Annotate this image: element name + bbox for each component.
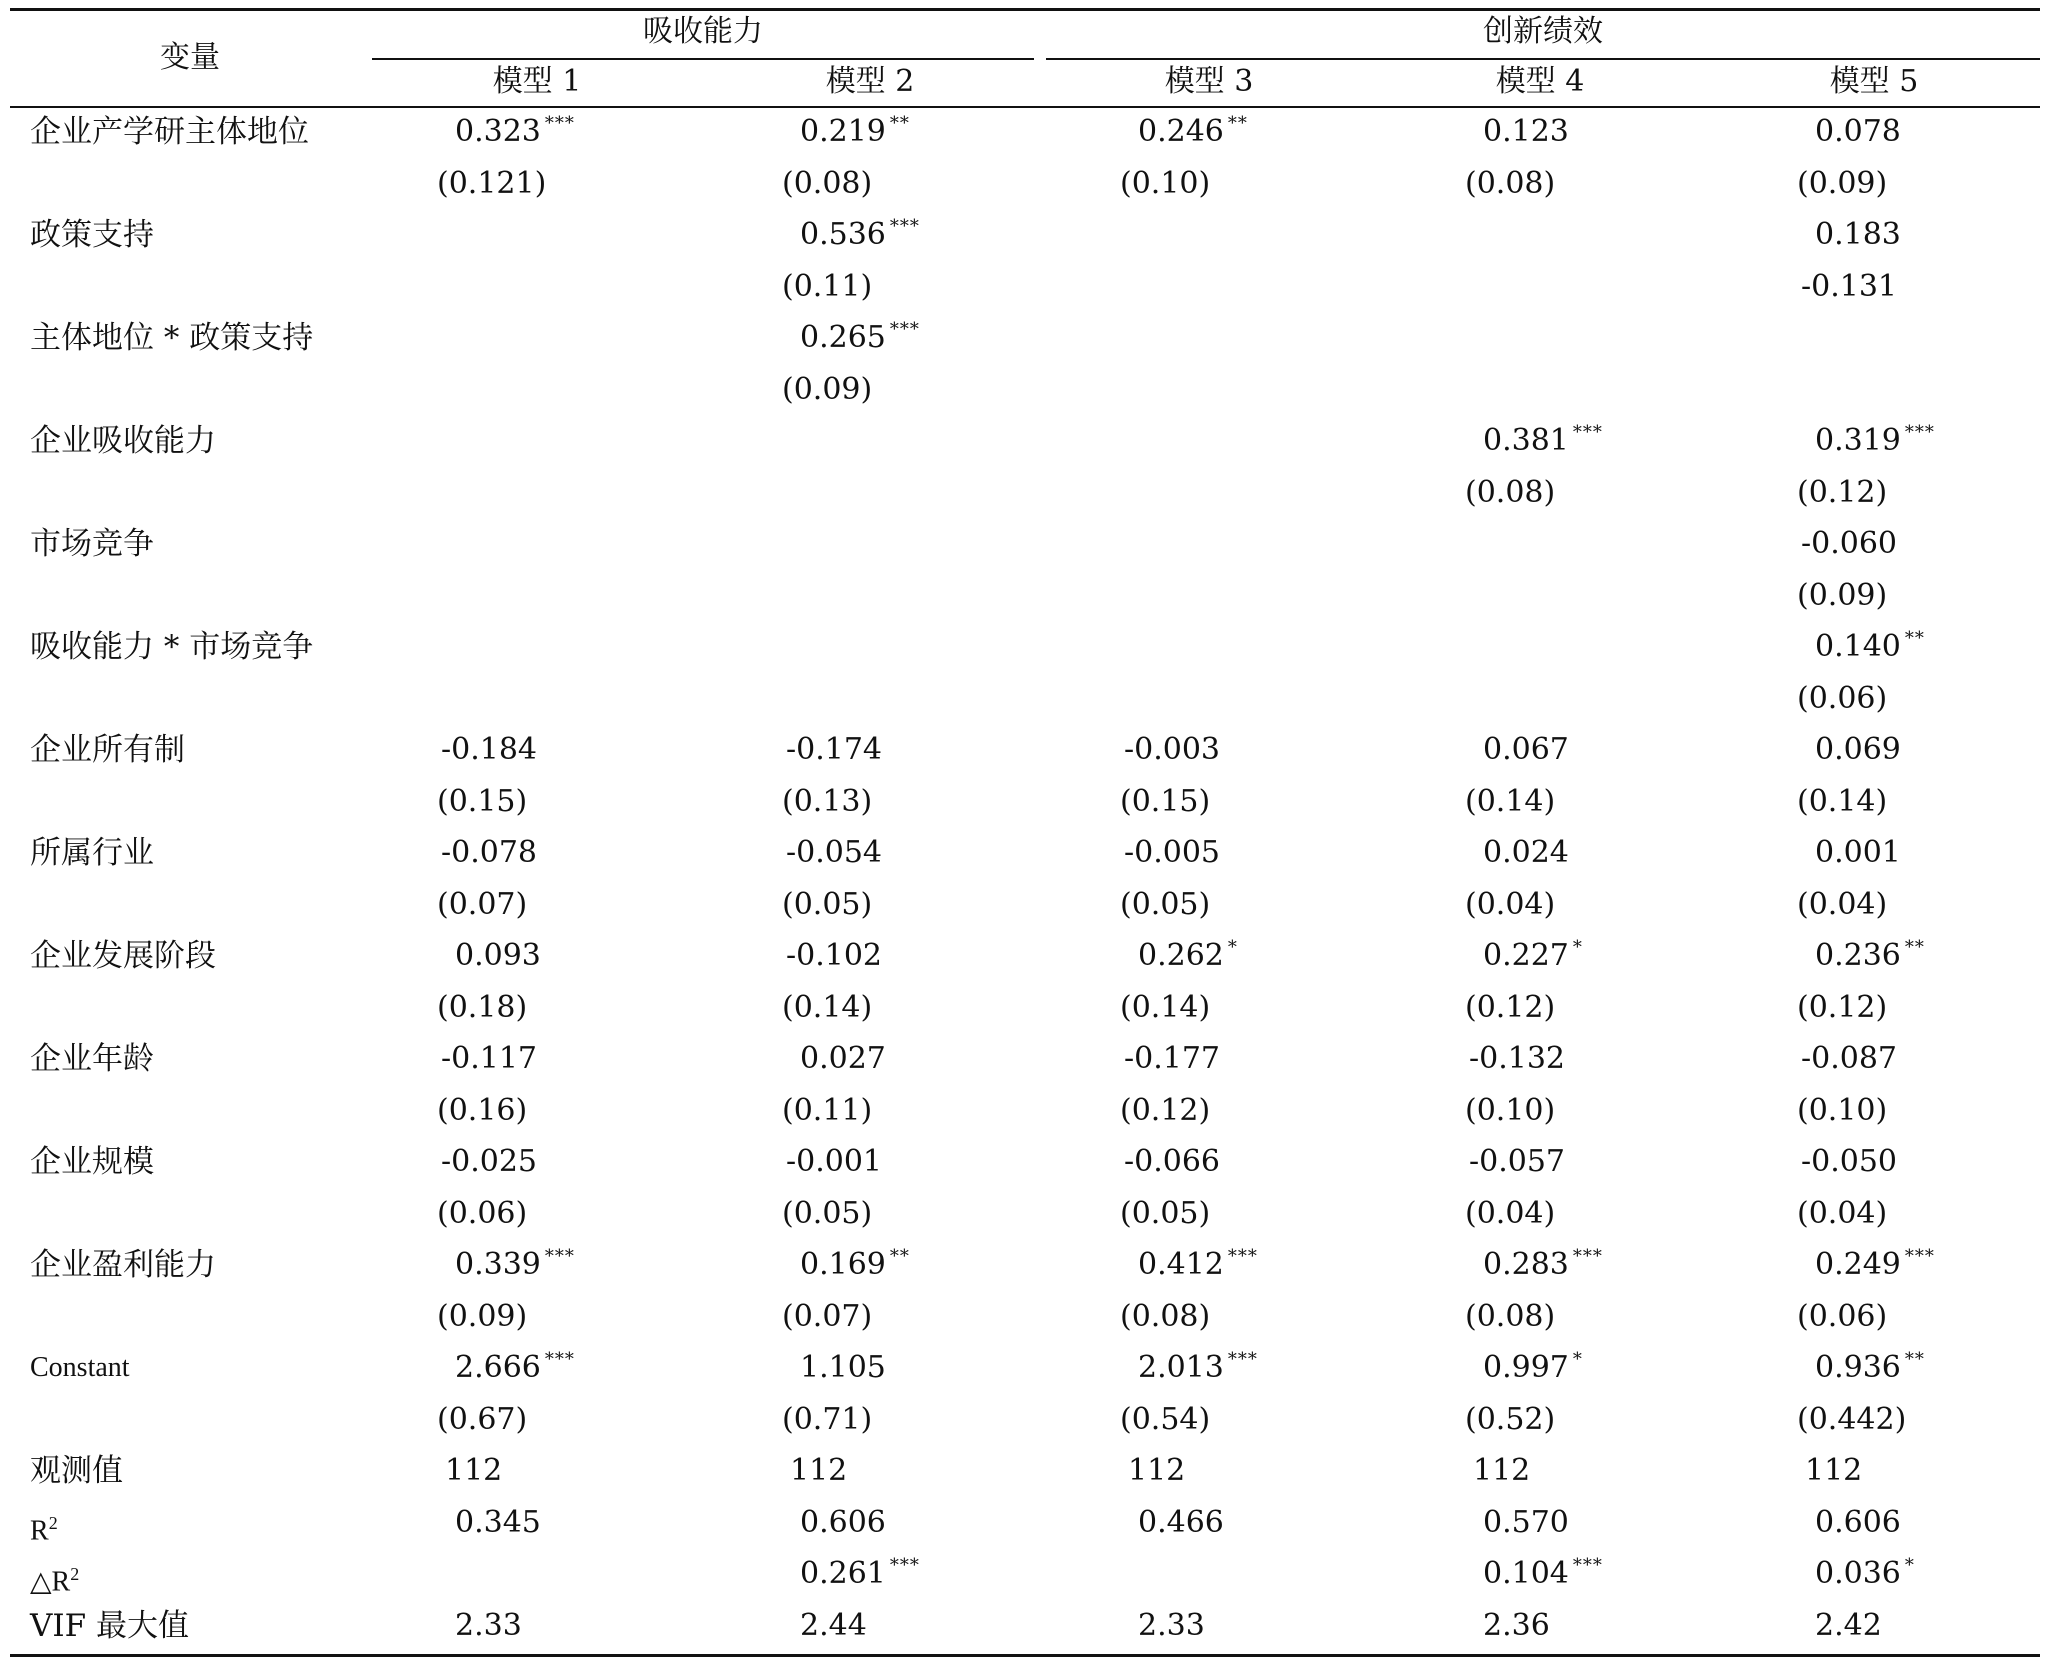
coefficient-cell: 112 bbox=[445, 1453, 503, 1488]
coefficient-cell: 2.666 *** bbox=[455, 1349, 575, 1385]
row-label: 企业所有制 bbox=[30, 732, 185, 768]
significance-stars: *** bbox=[889, 319, 920, 340]
coefficient-cell: -0.177 bbox=[1124, 1041, 1221, 1076]
std-error-cell: (0.54) bbox=[1120, 1401, 1211, 1437]
std-error-cell: (0.07) bbox=[782, 1298, 873, 1334]
group2-rule bbox=[1046, 58, 2040, 60]
coefficient-cell: 0.261 *** bbox=[800, 1555, 920, 1591]
row-label: 观测值 bbox=[30, 1453, 123, 1489]
coefficient-cell: 0.381 *** bbox=[1483, 422, 1603, 458]
coefficient-cell: -0.102 bbox=[786, 938, 883, 973]
std-error-cell: (0.10) bbox=[1465, 1092, 1556, 1128]
coefficient-cell: -0.001 bbox=[786, 1144, 883, 1179]
std-error-cell: (0.11) bbox=[782, 268, 873, 304]
coefficient-cell: -0.003 bbox=[1124, 732, 1221, 767]
coefficient-cell: 0.536 *** bbox=[800, 216, 920, 252]
coefficient-cell: 2.36 bbox=[1483, 1607, 1550, 1643]
coefficient-cell: 0.345 bbox=[455, 1504, 541, 1540]
coefficient-cell: 0.140 ** bbox=[1815, 628, 1925, 664]
significance-stars: *** bbox=[1227, 1349, 1258, 1370]
coefficient-cell: 0.227 * bbox=[1483, 937, 1583, 973]
std-error-cell: (0.12) bbox=[1465, 989, 1556, 1025]
superscript: 2 bbox=[48, 1512, 58, 1533]
coefficient-cell: -0.078 bbox=[441, 835, 538, 870]
significance-stars: ** bbox=[1904, 937, 1925, 958]
variable-header: 变量 bbox=[160, 40, 220, 75]
row-label: 主体地位 * 政策支持 bbox=[30, 320, 314, 356]
std-error-cell: (0.09) bbox=[1797, 165, 1888, 201]
coefficient-cell: -0.057 bbox=[1469, 1144, 1566, 1179]
model-header-1: 模型 1 bbox=[492, 64, 582, 99]
group1-rule bbox=[372, 58, 1034, 60]
std-error-cell: (0.04) bbox=[1797, 1195, 1888, 1231]
coefficient-cell: 0.027 bbox=[800, 1041, 886, 1076]
group2-header: 创新绩效 bbox=[1483, 14, 1603, 49]
coefficient-cell: -0.087 bbox=[1801, 1041, 1898, 1076]
coefficient-cell: 2.42 bbox=[1815, 1607, 1882, 1643]
std-error-cell: (0.14) bbox=[1465, 783, 1556, 819]
std-error-cell: (0.14) bbox=[1120, 989, 1211, 1025]
std-error-cell: (0.10) bbox=[1797, 1092, 1888, 1128]
coefficient-cell: -0.060 bbox=[1801, 526, 1898, 561]
coefficient-cell: -0.184 bbox=[441, 732, 538, 767]
std-error-cell: (0.121) bbox=[437, 165, 547, 201]
coefficient-cell: 0.169 ** bbox=[800, 1246, 910, 1282]
coefficient-cell: 0.001 bbox=[1815, 835, 1901, 870]
std-error-cell: (0.67) bbox=[437, 1401, 528, 1437]
std-error-cell: (0.09) bbox=[782, 371, 873, 407]
significance-stars: *** bbox=[1572, 1555, 1603, 1576]
coefficient-cell: 0.024 bbox=[1483, 835, 1569, 870]
coefficient-cell: 0.936 ** bbox=[1815, 1349, 1925, 1385]
significance-stars: *** bbox=[1904, 422, 1935, 443]
row-label: VIF 最大值 bbox=[30, 1607, 189, 1644]
coefficient-cell: -0.066 bbox=[1124, 1144, 1221, 1179]
coefficient-cell: 0.104 *** bbox=[1483, 1555, 1603, 1591]
significance-stars: ** bbox=[1227, 113, 1248, 134]
coefficient-cell: 0.246 ** bbox=[1138, 113, 1248, 149]
coefficient-cell: 0.997 * bbox=[1483, 1349, 1583, 1385]
significance-stars: *** bbox=[544, 113, 575, 134]
significance-stars: ** bbox=[889, 113, 910, 134]
row-label: 企业吸收能力 bbox=[30, 423, 216, 459]
row-label: 吸收能力 * 市场竞争 bbox=[30, 629, 314, 665]
std-error-cell: (0.08) bbox=[1465, 1298, 1556, 1334]
coefficient-cell: -0.117 bbox=[441, 1041, 538, 1076]
coefficient-cell: 0.067 bbox=[1483, 732, 1569, 767]
coefficient-cell: 112 bbox=[1805, 1453, 1863, 1488]
std-error-cell: (0.14) bbox=[782, 989, 873, 1025]
coefficient-cell: 1.105 bbox=[800, 1350, 886, 1385]
row-label: 企业年龄 bbox=[30, 1041, 154, 1077]
group1-header: 吸收能力 bbox=[643, 14, 763, 49]
coefficient-cell: 0.262 * bbox=[1138, 937, 1238, 973]
std-error-cell: (0.52) bbox=[1465, 1401, 1556, 1437]
coefficient-cell: -0.132 bbox=[1469, 1041, 1566, 1076]
std-error-cell: (0.12) bbox=[1797, 474, 1888, 510]
significance-stars: * bbox=[1904, 1555, 1915, 1576]
std-error-cell: (0.16) bbox=[437, 1092, 528, 1128]
coefficient-cell: 2.44 bbox=[800, 1607, 867, 1643]
row-label: 市场竞争 bbox=[30, 526, 154, 562]
std-error-cell: (0.05) bbox=[782, 886, 873, 922]
coefficient-cell: 0.606 bbox=[1815, 1504, 1901, 1540]
coefficient-cell: 0.069 bbox=[1815, 732, 1901, 767]
bottom-rule bbox=[10, 1654, 2040, 1657]
significance-stars: *** bbox=[889, 1555, 920, 1576]
std-error-cell: (0.08) bbox=[1465, 474, 1556, 510]
coefficient-cell: 112 bbox=[790, 1453, 848, 1488]
std-error-cell: (0.06) bbox=[437, 1195, 528, 1231]
significance-stars: *** bbox=[1227, 1246, 1258, 1267]
row-label: $R^2$ bbox=[30, 1512, 58, 1546]
coefficient-cell: 0.283 *** bbox=[1483, 1246, 1603, 1282]
model-header-2: 模型 2 bbox=[825, 64, 915, 99]
coefficient-cell: 0.412 *** bbox=[1138, 1246, 1258, 1282]
model-header-4: 模型 4 bbox=[1495, 64, 1585, 99]
std-error-cell: (0.10) bbox=[1120, 165, 1211, 201]
superscript: 2 bbox=[70, 1564, 80, 1584]
coefficient-cell: 0.123 bbox=[1483, 114, 1569, 149]
coefficient-cell: 0.339 *** bbox=[455, 1246, 575, 1282]
coefficient-cell: 0.570 bbox=[1483, 1504, 1569, 1540]
std-error-cell: (0.15) bbox=[437, 783, 528, 819]
coefficient-cell: -0.174 bbox=[786, 732, 883, 767]
model-header-5: 模型 5 bbox=[1829, 64, 1919, 99]
std-error-cell: (0.04) bbox=[1465, 886, 1556, 922]
significance-stars: * bbox=[1227, 937, 1238, 958]
std-error-cell: (0.12) bbox=[1797, 989, 1888, 1025]
significance-stars: *** bbox=[889, 216, 920, 237]
coefficient-cell: -0.025 bbox=[441, 1144, 538, 1179]
std-error-cell: (0.71) bbox=[782, 1401, 873, 1437]
coefficient-cell: 0.466 bbox=[1138, 1504, 1224, 1540]
row-label: 企业发展阶段 bbox=[30, 938, 216, 974]
coefficient-cell: 0.078 bbox=[1815, 114, 1901, 149]
std-error-cell: (0.08) bbox=[1465, 165, 1556, 201]
std-error-cell: (0.09) bbox=[437, 1298, 528, 1334]
coefficient-cell: -0.054 bbox=[786, 835, 883, 870]
significance-stars: *** bbox=[1572, 1246, 1603, 1267]
significance-stars: ** bbox=[1904, 1349, 1925, 1370]
coefficient-cell: 2.33 bbox=[1138, 1607, 1205, 1643]
coefficient-cell: -0.005 bbox=[1124, 835, 1221, 870]
coefficient-cell: 0.319 *** bbox=[1815, 422, 1935, 458]
row-label: Constant bbox=[30, 1352, 130, 1383]
significance-stars: *** bbox=[1904, 1246, 1935, 1267]
std-error-cell: (0.09) bbox=[1797, 577, 1888, 613]
std-error-cell: (0.07) bbox=[437, 886, 528, 922]
top-rule bbox=[10, 8, 2040, 11]
significance-stars: *** bbox=[1572, 422, 1603, 443]
std-error-cell: (0.14) bbox=[1797, 783, 1888, 819]
coefficient-cell: 0.219 ** bbox=[800, 113, 910, 149]
coefficient-cell: 0.265 *** bbox=[800, 319, 920, 355]
significance-stars: *** bbox=[544, 1349, 575, 1370]
coefficient-cell: 112 bbox=[1128, 1453, 1186, 1488]
row-label: 政策支持 bbox=[30, 217, 154, 253]
coefficient-cell: 0.323 *** bbox=[455, 113, 575, 149]
row-label: $\triangle R^2$ bbox=[30, 1564, 80, 1598]
significance-stars: ** bbox=[889, 1246, 910, 1267]
header-rule bbox=[10, 106, 2040, 108]
row-label: 企业规模 bbox=[30, 1144, 154, 1180]
std-error-cell: (0.06) bbox=[1797, 680, 1888, 716]
std-error-cell: (0.04) bbox=[1465, 1195, 1556, 1231]
model-header-3: 模型 3 bbox=[1164, 64, 1254, 99]
coefficient-cell: 0.249 *** bbox=[1815, 1246, 1935, 1282]
coefficient-cell: 0.606 bbox=[800, 1504, 886, 1540]
coefficient-cell: 0.093 bbox=[455, 938, 541, 973]
std-error-cell: (0.442) bbox=[1797, 1401, 1907, 1437]
std-error-cell: (0.08) bbox=[1120, 1298, 1211, 1334]
coefficient-cell: 2.013 *** bbox=[1138, 1349, 1258, 1385]
std-error-cell: (0.05) bbox=[1120, 886, 1211, 922]
std-error-cell: (0.15) bbox=[1120, 783, 1211, 819]
std-error-cell: (0.12) bbox=[1120, 1092, 1211, 1128]
coefficient-cell: -0.131 bbox=[1801, 268, 1898, 304]
significance-stars: * bbox=[1572, 937, 1583, 958]
significance-stars: ** bbox=[1904, 628, 1925, 649]
std-error-cell: (0.13) bbox=[782, 783, 873, 819]
coefficient-cell: 112 bbox=[1473, 1453, 1531, 1488]
row-label: 企业产学研主体地位 bbox=[30, 114, 309, 150]
coefficient-cell: 0.036 * bbox=[1815, 1555, 1915, 1591]
std-error-cell: (0.11) bbox=[782, 1092, 873, 1128]
std-error-cell: (0.05) bbox=[782, 1195, 873, 1231]
significance-stars: * bbox=[1572, 1349, 1583, 1370]
row-label: 企业盈利能力 bbox=[30, 1247, 216, 1283]
std-error-cell: (0.18) bbox=[437, 989, 528, 1025]
coefficient-cell: 0.183 bbox=[1815, 217, 1901, 252]
coefficient-cell: 2.33 bbox=[455, 1607, 522, 1643]
std-error-cell: (0.04) bbox=[1797, 886, 1888, 922]
std-error-cell: (0.08) bbox=[782, 165, 873, 201]
significance-stars: *** bbox=[544, 1246, 575, 1267]
std-error-cell: (0.06) bbox=[1797, 1298, 1888, 1334]
coefficient-cell: 0.236 ** bbox=[1815, 937, 1925, 973]
coefficient-cell: -0.050 bbox=[1801, 1144, 1898, 1179]
std-error-cell: (0.05) bbox=[1120, 1195, 1211, 1231]
row-label: 所属行业 bbox=[30, 835, 154, 871]
